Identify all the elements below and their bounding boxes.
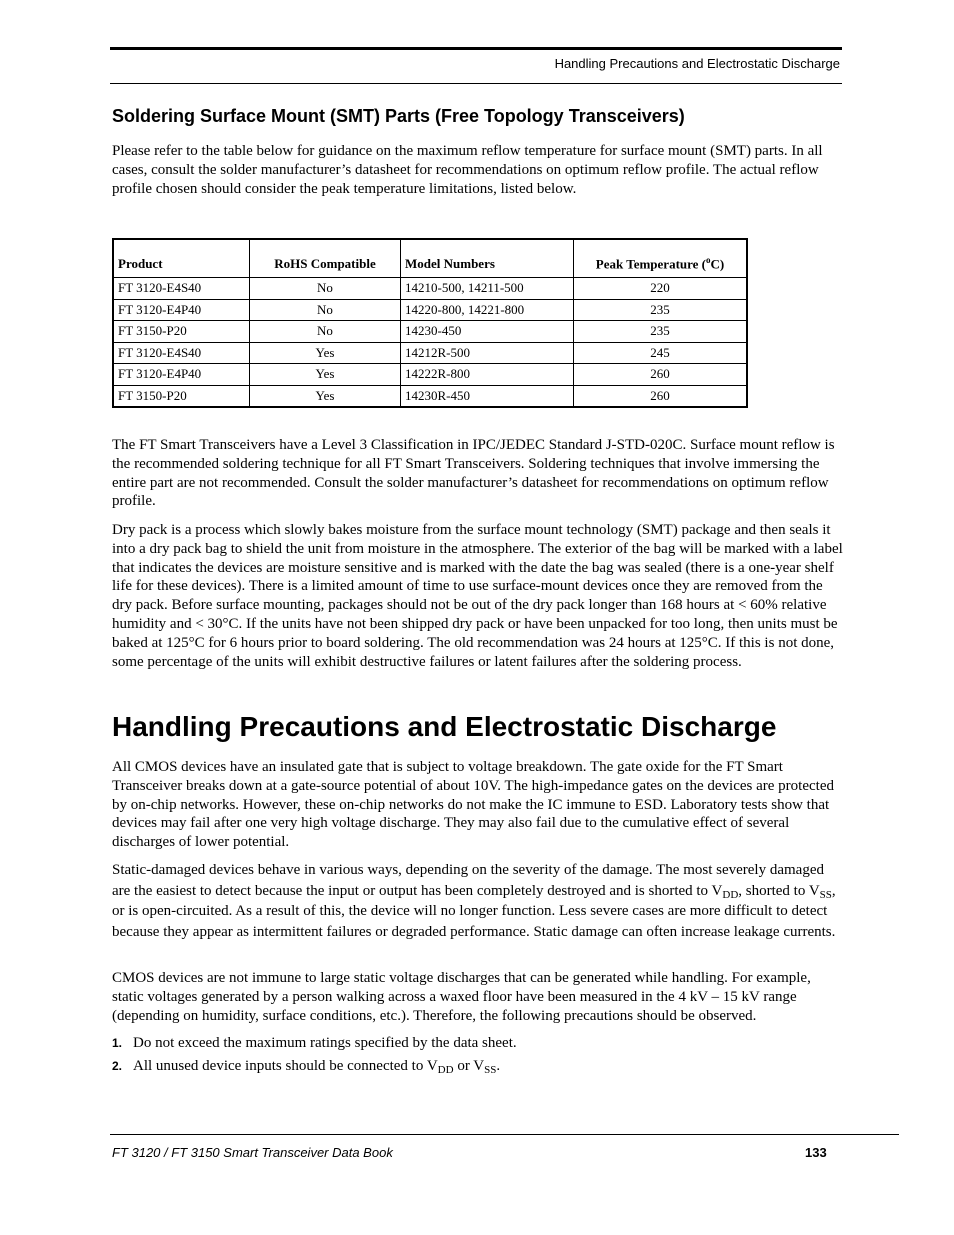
- list-item: [112, 1035, 517, 1052]
- cell-rohs: Yes: [250, 364, 401, 386]
- list-number: 2.: [112, 1059, 123, 1073]
- smt-intro-paragraph: Please refer to the table below for guidance on the maximum reflow temperature for surface mount (SMT) parts. In all cases, consult the solder manufacturer’s datasheet for recommendations on optimum reflow profile. The actual reflow profile chosen should consider the peak temperature limitations, listed below.: [112, 143, 823, 197]
- smt-section-heading: Soldering Surface Mount (SMT) Parts (Free Topology Transceivers): [112, 106, 685, 126]
- table-row: [113, 364, 747, 386]
- dry-pack-paragraph: Dry pack is a process which slowly bakes moisture from the surface mount technology (SMT) package and then seals it into a dry pack bag to shield the unit from moisture in the atmosphere. The exterior of the bag will be marked with a label that indicates the devices are moisture sensitive and is marked with the date the bag was sealed (there is a one-year shelf life for these devices). There is a limited amount of time to use surface-mount devices once they are removed from the dry pack. Before surface mounting, packages should not be out of the dry pack longer than 168 hours at < 60% relative humidity and < 30°C. If the units have not been shipped dry pack or have been unpacked for too long, then units must be baked at 125°C for 6 hours prior to board soldering. The old recommendation was 24 hours at 125°C. If this is not done, some percentage of the units will exhibit destructive failures or latent failures after the soldering process.: [112, 522, 843, 670]
- table-header-row: [113, 239, 747, 278]
- running-header: Handling Precautions and Electrostatic Discharge: [554, 56, 840, 71]
- table-row: [113, 342, 747, 364]
- cell-product: FT 3120-E4P40: [113, 364, 250, 386]
- cell-model: 14230R-450: [401, 385, 574, 407]
- cell-peak-temp: 235: [574, 299, 748, 321]
- footer-rule: [110, 1134, 899, 1135]
- list-item: [112, 1058, 500, 1075]
- esd-paragraph-1: All CMOS devices have an insulated gate that is subject to voltage breakdown. The gate oxide for the FT Smart Transceiver breaks down at a gate-source potential of about 10V. The high-impedance gates on the devices are protected by on-chip networks. However, these on-chip networks do not make the IC immune to ESD. Laboratory tests show that devices may fail after one very high voltage discharge. They may also fail due to the cumulative effect of several discharges of lower potential.: [112, 759, 834, 851]
- footer-book-title: FT 3120 / FT 3150 Smart Transceiver Data Book: [112, 1145, 393, 1160]
- cell-rohs: No: [250, 321, 401, 343]
- cell-product: FT 3120-E4P40: [113, 299, 250, 321]
- header-model-numbers: Model Numbers: [401, 239, 574, 278]
- cell-peak-temp: 260: [574, 385, 748, 407]
- cell-product: FT 3120-E4S40: [113, 278, 250, 300]
- header-rule-thick: [110, 47, 842, 50]
- esd-paragraph-3: CMOS devices are not immune to large static voltage discharges that can be generated while handling. For example, static voltages generated by a person walking across a waxed floor have been measured in the 4 kV – 15 kV range (depending on humidity, surface conditions, etc.). Therefore, the following precautions should be observed.: [112, 970, 811, 1024]
- table-row: [113, 299, 747, 321]
- cell-peak-temp: 245: [574, 342, 748, 364]
- cell-model: 14212R-500: [401, 342, 574, 364]
- header-rohs: RoHS Compatible: [250, 239, 401, 278]
- cell-peak-temp: 235: [574, 321, 748, 343]
- header-rule-thin: [110, 83, 842, 84]
- cell-model: 14222R-800: [401, 364, 574, 386]
- esd-section-heading: Handling Precautions and Electrostatic Discharge: [112, 711, 777, 742]
- cell-model: 14230-450: [401, 321, 574, 343]
- cell-model: 14220-800, 14221-800: [401, 299, 574, 321]
- cell-model: 14210-500, 14211-500: [401, 278, 574, 300]
- header-peak-temperature: Peak Temperature ($^o$C): [574, 239, 748, 278]
- table-row: [113, 278, 747, 300]
- classification-paragraph: The FT Smart Transceivers have a Level 3 Classification in IPC/JEDEC Standard J-STD-020C. Surface mount reflow is the recommended soldering technique for all FT Smart Transceivers. Soldering techniques that involve immersing the entire part are not recommended. Consult the solder manufacturer’s datasheet for recommendations on optimum reflow profile.: [112, 437, 835, 510]
- table-row: [113, 321, 747, 343]
- cell-rohs: No: [250, 278, 401, 300]
- cell-product: FT 3150-P20: [113, 321, 250, 343]
- reflow-temperature-table: [112, 238, 748, 408]
- list-text: All unused device inputs should be connected to $V_{DD}$ or $V_{SS}$.: [133, 1058, 501, 1076]
- list-text: Do not exceed the maximum ratings specified by the data sheet.: [133, 1035, 517, 1051]
- cell-rohs: Yes: [250, 342, 401, 364]
- cell-rohs: No: [250, 299, 401, 321]
- footer-page-number: 133: [805, 1145, 827, 1160]
- cell-peak-temp: 220: [574, 278, 748, 300]
- cell-product: FT 3120-E4S40: [113, 342, 250, 364]
- cell-rohs: Yes: [250, 385, 401, 407]
- cell-product: FT 3150-P20: [113, 385, 250, 407]
- cell-peak-temp: 260: [574, 364, 748, 386]
- list-number: 1.: [112, 1036, 123, 1050]
- esd-paragraph-2: Static-damaged devices behave in various ways, depending on the severity of the damage. The most severely damaged are the easiest to detect because the input or output has been completely destroyed and is shorted to $V_{DD}$, shorted to $V_{SS}$, or is open-circuited. As a result of this, the device will no longer function. Less severe cases are more difficult to detect because they appear as intermittent failures or degraded performance. Static damage can often increase leakage currents.: [112, 862, 836, 940]
- header-product: Product: [113, 239, 250, 278]
- table-row: [113, 385, 747, 407]
